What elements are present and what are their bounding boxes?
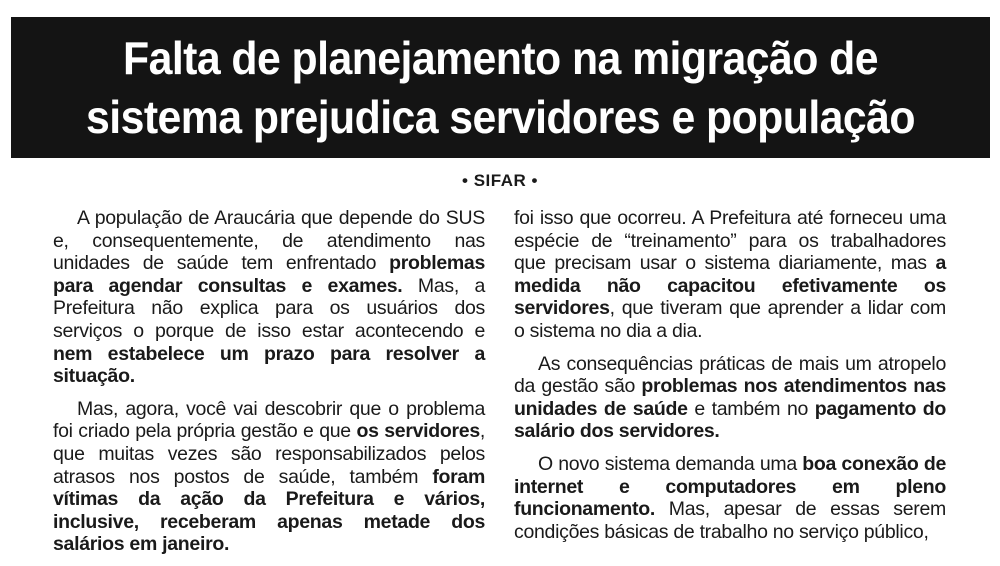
body-text: foi isso que ocorreu. A Prefeitura até forneceu uma espécie de “treinamento” para os trabalhadores que precisam usar o sistema diariamente, mas: [514, 207, 946, 275]
article-headline: Falta de planejamento na migração de sistema prejudica servidores e população: [86, 31, 915, 143]
body-text: O novo sistema demanda uma: [538, 452, 803, 475]
headline-banner: [11, 17, 990, 158]
article-paragraph: [53, 207, 485, 388]
article-paragraph: [514, 453, 946, 543]
bold-text: problemas nos atendimentos nas unidades de saúde: [514, 375, 947, 420]
body-text: , que muitas vezes são responsabilizados pelos atrasos nos postos de saúde, também: [53, 420, 486, 488]
body-text: Mas, apesar de essas serem condições básicas de trabalho no serviço público,: [514, 498, 946, 543]
bold-text: os servidores: [356, 420, 480, 443]
body-text: e também no: [687, 397, 815, 420]
bold-text: foram vítimas da ação da Prefeitura e vários, inclusive, receberam apenas metade dos salários em janeiro.: [53, 465, 485, 556]
body-text: Mas, a Prefeitura não explica para os usuários dos serviços o porque de isso estar acontecendo e: [53, 274, 485, 342]
article-paragraph: [514, 353, 946, 443]
bold-text: boa conexão de internet e computadores em pleno funcionamento.: [514, 452, 946, 521]
bold-text: problemas para agendar consultas e exames.: [53, 252, 485, 297]
bold-text: nem estabelece um prazo para resolver a situação.: [53, 342, 485, 388]
body-text: , que tiveram que aprender a lidar com o sistema no dia a dia.: [514, 297, 946, 342]
body-text: As consequências práticas de mais um atropelo da gestão são: [514, 352, 946, 398]
article-byline: • SIFAR •: [462, 171, 538, 190]
bold-text: pagamento do salário dos servidores.: [514, 397, 947, 443]
article-paragraph: [514, 207, 946, 343]
article-paragraph: [53, 398, 485, 556]
bold-text: a medida não capacitou efetivamente os servidores: [514, 252, 946, 320]
article-column-left: [53, 207, 485, 566]
article-column-right: [514, 207, 946, 553]
body-text: A população de Araucária que depende do SUS e, consequentemente, de atendimento nas unidades de saúde tem enfrentado: [53, 207, 485, 275]
body-text: Mas, agora, você vai descobrir que o problema foi criado pela própria gestão e que: [53, 397, 485, 443]
